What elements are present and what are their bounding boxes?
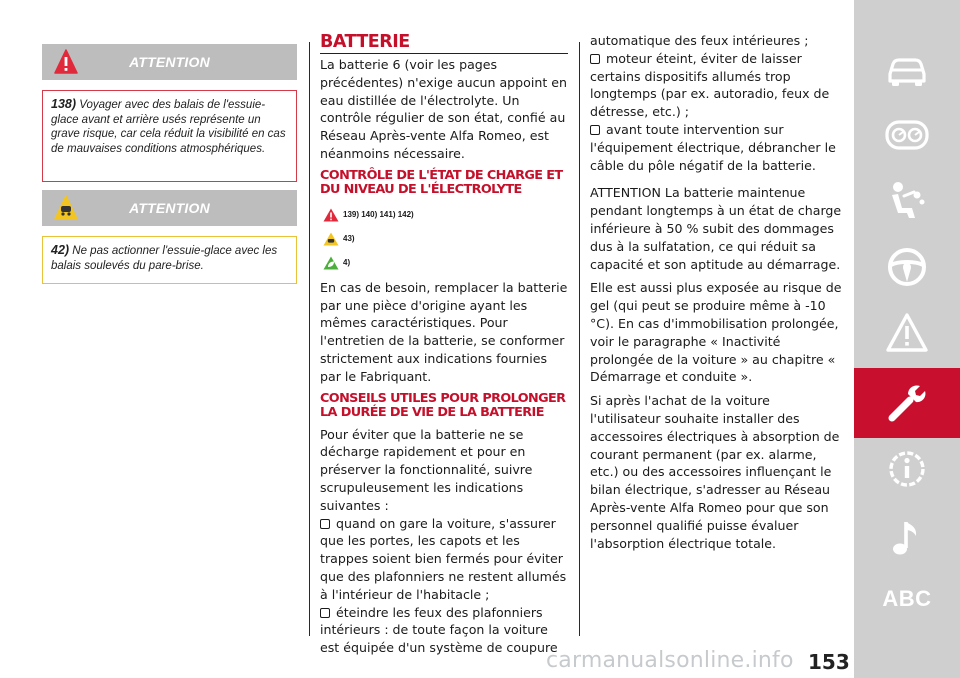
skid-warning-icon — [323, 232, 339, 246]
warning-box-2 — [42, 236, 297, 284]
warning-ref-1: 138) — [51, 97, 77, 111]
watermark: carmanualsonline.info — [546, 648, 794, 673]
right-column — [590, 32, 842, 558]
tips-intro: Pour éviter que la batterie ne se décharge rapidement et pour en préserver la fonctionnalité, suivre scrupuleusement les indications suivantes : quand on gare la voiture, s'assurer que les portes, les capots et les trappes soient bien fermés pour éviter que des plafonniers ne restent allumés à l'intérieur de l'habitacle ; éteindre les feux des plafonniers intérieurs : de toute façon la voiture est équipée d'un système de coupure — [320, 426, 567, 656]
wrench-icon — [884, 380, 930, 426]
warning-text-2: Ne pas actionner l'essuie-glace avec les balais soulevés du pare-brise. — [51, 245, 278, 272]
battery-replace: En cas de besoin, remplacer la batterie par une pièce d'origine ayant les mêmes caractéristiques. Pour l'entretien de la batterie, se conformer strictement aux indications fournies par le Fabriquant. — [320, 279, 568, 384]
sidebar-item-technical-data[interactable] — [854, 436, 960, 502]
environment-leaf-icon — [323, 256, 339, 270]
frost-paragraph: Elle est aussi plus exposée au risque de gel (qui peut se produire même à -10 °C). En cas d'immobilisation prolongée, voir le paragraphe « Inactivité prolongée de la voiture » au chapitre « Démarrage et conduite ». — [590, 280, 842, 385]
info-icon — [884, 446, 930, 492]
warning-triangle-icon — [884, 310, 930, 356]
dashboard-icon — [884, 112, 930, 158]
warning-header-1 — [42, 44, 297, 80]
heading-tips: CONSEILS UTILES POUR PROLONGER LA DURÉE DE VIE DE LA BATTERIE — [320, 390, 566, 420]
attention-paragraph: ATTENTION La batterie maintenue pendant longtemps à un état de charge inférieure à 50 % subit des dommages dus à la sulfatation, ce qui réduit sa capacité et son aptitude au démarrage. — [590, 185, 842, 272]
right-continuation: automatique des feux intérieures ; moteur éteint, éviter de laisser certains dispositifs allumés trop longtemps (par ex. autoradio, feux de détresse, etc.) ; avant toute intervention sur l'équipement électrique, débrancher le câble du pôle négatif de la batterie. — [590, 33, 836, 173]
sidebar-item-safety[interactable] — [854, 168, 960, 234]
warning-box-1 — [42, 90, 297, 182]
sidebar-item-dashboard[interactable] — [854, 102, 960, 168]
car-icon — [884, 46, 930, 92]
bullet-square-icon — [320, 608, 330, 618]
section-title-batterie: BATTERIE — [320, 32, 568, 54]
warning-header-2 — [42, 190, 297, 226]
middle-column — [320, 56, 570, 657]
warning-title-2: ATTENTION — [129, 200, 210, 216]
column-divider-left — [309, 42, 310, 636]
sidebar-item-car[interactable] — [854, 36, 960, 102]
warning-triangle-icon — [54, 49, 78, 75]
airbag-seat-icon — [884, 178, 930, 224]
heading-check: CONTRÔLE DE L'ÉTAT DE CHARGE ET DU NIVEAU DE L'ÉLECTROLYTE — [320, 167, 563, 197]
accessories-paragraph: Si après l'achat de la voiture l'utilisateur souhaite installer des accessoires électriques à absorption de courant permanent (par ex. alarme, etc.) ou des accessoires influençant le bilan électrique, s'adresser au Réseau Après-vente Alfa Romeo pour que son personnel qualifié puisse évaluer l'absorption électrique totale. — [590, 393, 840, 551]
ref-row-red: 139) 140) 141) 142) — [320, 203, 570, 227]
abc-index-label: ABC — [882, 586, 932, 611]
battery-intro: La batterie 6 (voir les pages précédentes) n'exige aucun appoint en eau distillée de l'électrolyte. Un contrôle régulier de son état, confié au Réseau Après-vente Alfa Romeo, est néanmoins nécessaire. — [320, 57, 568, 161]
sidebar-item-emergency[interactable] — [854, 300, 960, 366]
music-note-icon — [884, 516, 930, 562]
chapter-sidebar — [854, 0, 960, 678]
bullet-square-icon — [590, 54, 600, 64]
ref-row-green: 4) — [320, 251, 570, 275]
sidebar-item-maintenance[interactable] — [854, 368, 960, 438]
column-divider-right — [579, 42, 580, 636]
sidebar-item-multimedia[interactable] — [854, 506, 960, 572]
warning-text-1: Voyager avec des balais de l'essuie-glace avant et arrière usés représente un grave risque, car cela réduit la visibilité en cas de mauvaises conditions atmosphériques. — [51, 99, 286, 155]
sidebar-item-driving[interactable] — [854, 234, 960, 300]
warning-triangle-icon — [323, 208, 339, 222]
bullet-square-icon — [320, 519, 330, 529]
steering-wheel-icon — [884, 244, 930, 290]
warning-ref-2: 42) — [51, 243, 70, 257]
ref-row-yellow: 43) — [320, 227, 570, 251]
sidebar-item-index[interactable] — [854, 566, 960, 632]
bullet-square-icon — [590, 125, 600, 135]
warning-title-1: ATTENTION — [129, 54, 210, 70]
page-number: 153 — [808, 650, 850, 674]
skid-warning-icon — [54, 195, 78, 221]
